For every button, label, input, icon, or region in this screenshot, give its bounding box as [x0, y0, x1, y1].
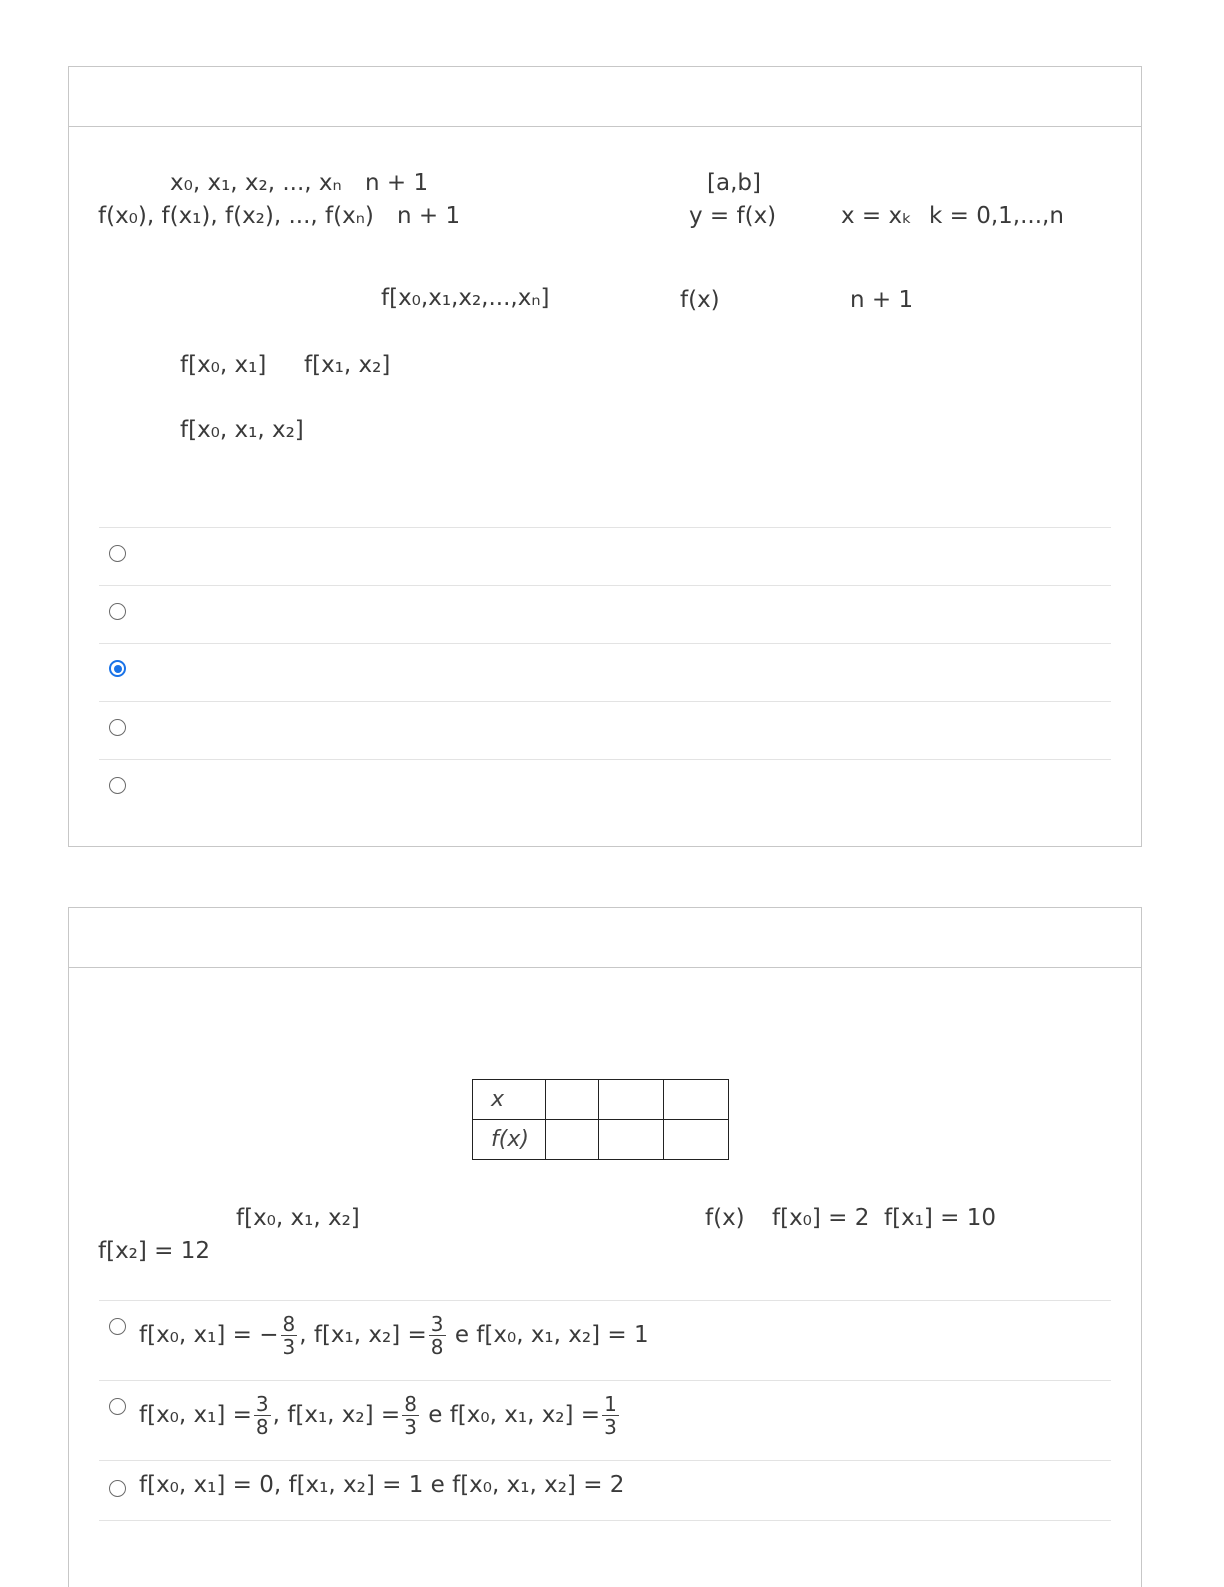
option-2-content [139, 1393, 621, 1438]
radio-option-1[interactable] [109, 1318, 126, 1335]
table-cell [545, 1120, 598, 1160]
option-3-text: f[x₀, x₁] = 0, f[x₁, x₂] = 1 e f[x₀, x₁, x₂] = 2 [139, 1472, 625, 1498]
table-cell [663, 1120, 728, 1160]
radio-option-4[interactable] [109, 719, 126, 736]
given-f-x1: f[x₁] = 10 [884, 1205, 997, 1231]
option-3[interactable] [99, 1460, 1111, 1520]
question-header [69, 67, 1141, 127]
row-label-fx: f(x) [473, 1120, 546, 1160]
option-text: f[x₀, x₁] = − [139, 1322, 279, 1348]
function-fx: f(x) [705, 1205, 745, 1231]
option-text: , f[x₁, x₂] = [272, 1402, 401, 1428]
node-count: n + 1 [365, 170, 429, 196]
interval: [a,b] [707, 170, 761, 196]
function-fx: f(x) [680, 287, 720, 313]
index-range: k = 0,1,...,n [929, 203, 1064, 229]
option-text: e f[x₀, x₁, x₂] = 1 [454, 1322, 649, 1348]
option-2[interactable] [99, 585, 1111, 643]
option-1-content [139, 1313, 649, 1358]
divided-difference-01: f[x₀, x₁] [180, 352, 267, 378]
question-card-1 [68, 66, 1142, 847]
table-row [473, 1080, 729, 1120]
radio-option-5[interactable] [109, 777, 126, 794]
fraction: $\frac{1}{3}$ [604, 1392, 617, 1439]
question-header [69, 908, 1141, 968]
option-3[interactable] [99, 643, 1111, 701]
fraction: $\frac{8}{3}$ [404, 1392, 417, 1439]
option-5[interactable] [99, 759, 1111, 817]
options-divider [99, 1520, 1111, 1525]
option-2[interactable] [99, 1380, 1111, 1460]
option-1[interactable] [99, 527, 1111, 585]
option-text: e f[x₀, x₁, x₂] = [428, 1402, 601, 1428]
question-card-2 [68, 907, 1142, 1587]
value-count: n + 1 [397, 203, 461, 229]
radio-option-1[interactable] [109, 545, 126, 562]
row-label-x: x [473, 1080, 546, 1120]
divided-difference-n: f[x₀,x₁,x₂,...,xₙ] [381, 285, 550, 311]
order: n + 1 [850, 287, 914, 313]
radio-option-3[interactable] [109, 1480, 126, 1497]
option-text: f[x₀, x₁] = [139, 1402, 252, 1428]
option-4[interactable] [99, 701, 1111, 759]
table-cell [663, 1080, 728, 1120]
divided-difference-012: f[x₀, x₁, x₂] [180, 417, 304, 443]
table-cell [598, 1120, 663, 1160]
radio-option-3-selected[interactable] [109, 660, 126, 677]
radio-option-2[interactable] [109, 603, 126, 620]
point-def: x = xₖ [841, 203, 912, 229]
given-f-x2: f[x₂] = 12 [98, 1238, 211, 1264]
fraction: $\frac{8}{3}$ [282, 1312, 296, 1359]
fraction: $\frac{3}{8}$ [430, 1312, 444, 1359]
given-f-x0: f[x₀] = 2 [772, 1205, 870, 1231]
data-table [472, 1079, 729, 1160]
function-def: y = f(x) [689, 203, 777, 229]
values-list: f(x₀), f(x₁), f(x₂), ..., f(xₙ) [98, 203, 374, 229]
fraction: $\frac{3}{8}$ [255, 1392, 269, 1439]
table-cell [545, 1080, 598, 1120]
nodes-list: x₀, x₁, x₂, ..., xₙ [170, 170, 342, 196]
target-difference: f[x₀, x₁, x₂] [236, 1205, 360, 1231]
option-1[interactable] [99, 1300, 1111, 1380]
table-row [473, 1120, 729, 1160]
divided-difference-12: f[x₁, x₂] [304, 352, 391, 378]
option-text: , f[x₁, x₂] = [299, 1322, 427, 1348]
table-cell [598, 1080, 663, 1120]
radio-option-2[interactable] [109, 1398, 126, 1415]
